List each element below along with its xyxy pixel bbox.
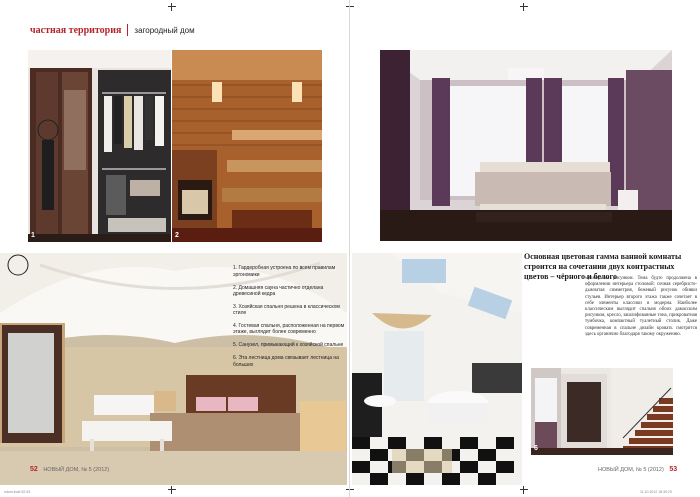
page-number: 53 [669,466,678,473]
registration-mark-icon [520,3,528,11]
section-header [30,22,195,38]
photo-sauna [172,50,322,242]
photo-number: 6 [534,445,538,452]
caption-item: 6. Эта лестница дома связывает лестница на больших [233,355,339,368]
photo-number: 1 [31,232,35,239]
footer-right [598,466,677,473]
caption-item: 1. Гардеробная устроена по всем правилам эргономики [233,265,336,278]
article-headline: Основная цветовая гамма ванной комнаты строится на сочетании двух контрастных цветов – чёрного и белого [524,252,682,281]
page-number: 52 [30,466,38,473]
section-title: частная территория [30,24,122,36]
caption-item: 4. Гостевая спальня, расположенная на первом этаже, выглядит более современно [233,323,345,336]
registration-mark-icon [168,486,176,494]
photo-bedroom-purple [380,50,672,241]
page-gutter [349,0,350,497]
magazine-issue: НОВЫЙ ДОМ, № 5 (2012) [43,467,110,473]
section-subtitle: загородный дом [134,25,195,35]
header-divider [127,24,128,36]
registration-mark-icon [346,486,354,494]
caption-item: 2. Домашняя сауна частично отделана древесиной кедра [233,284,324,298]
caption-list [233,259,345,374]
photo-bathroom [352,253,522,485]
magazine-issue: НОВЫЙ ДОМ, № 5 (2012) [598,467,664,473]
caption-item: 3. Хозяйская спальня решена в классическом стиле [233,303,340,317]
print-info-left: ndom.indd 52-53 [4,490,31,494]
photo-staircase [531,368,673,455]
caption-item: 5. Санузел, примыкающий к хозяйской спальне [233,342,344,349]
footer-left [30,466,109,473]
article-body-text: мраморным рисунком. Тема будто продолжена в оформлении интерьера столовой: сочная серебристо-дымчатая симметрия, бежевый рисунок обивки стульев. Интерьер второго этажа также сочетает в себе элементы классики и модерна. Наиболее классическим выглядит спальня обоих дамасским рисунком, кресло, зашлифованные тона, прикроватная тумбочка, компактный туалетный столик. Даже современная в спальне дизайн кровать смотрится здесь органично благодаря такому окружению. [585,276,697,337]
print-info-right: 11.10.2012 18:39:23 [640,490,672,494]
registration-mark-icon [520,486,528,494]
registration-mark-icon [346,3,354,11]
registration-mark-icon [168,3,176,11]
photo-number: 2 [175,232,179,239]
photo-wardrobe [28,50,171,242]
